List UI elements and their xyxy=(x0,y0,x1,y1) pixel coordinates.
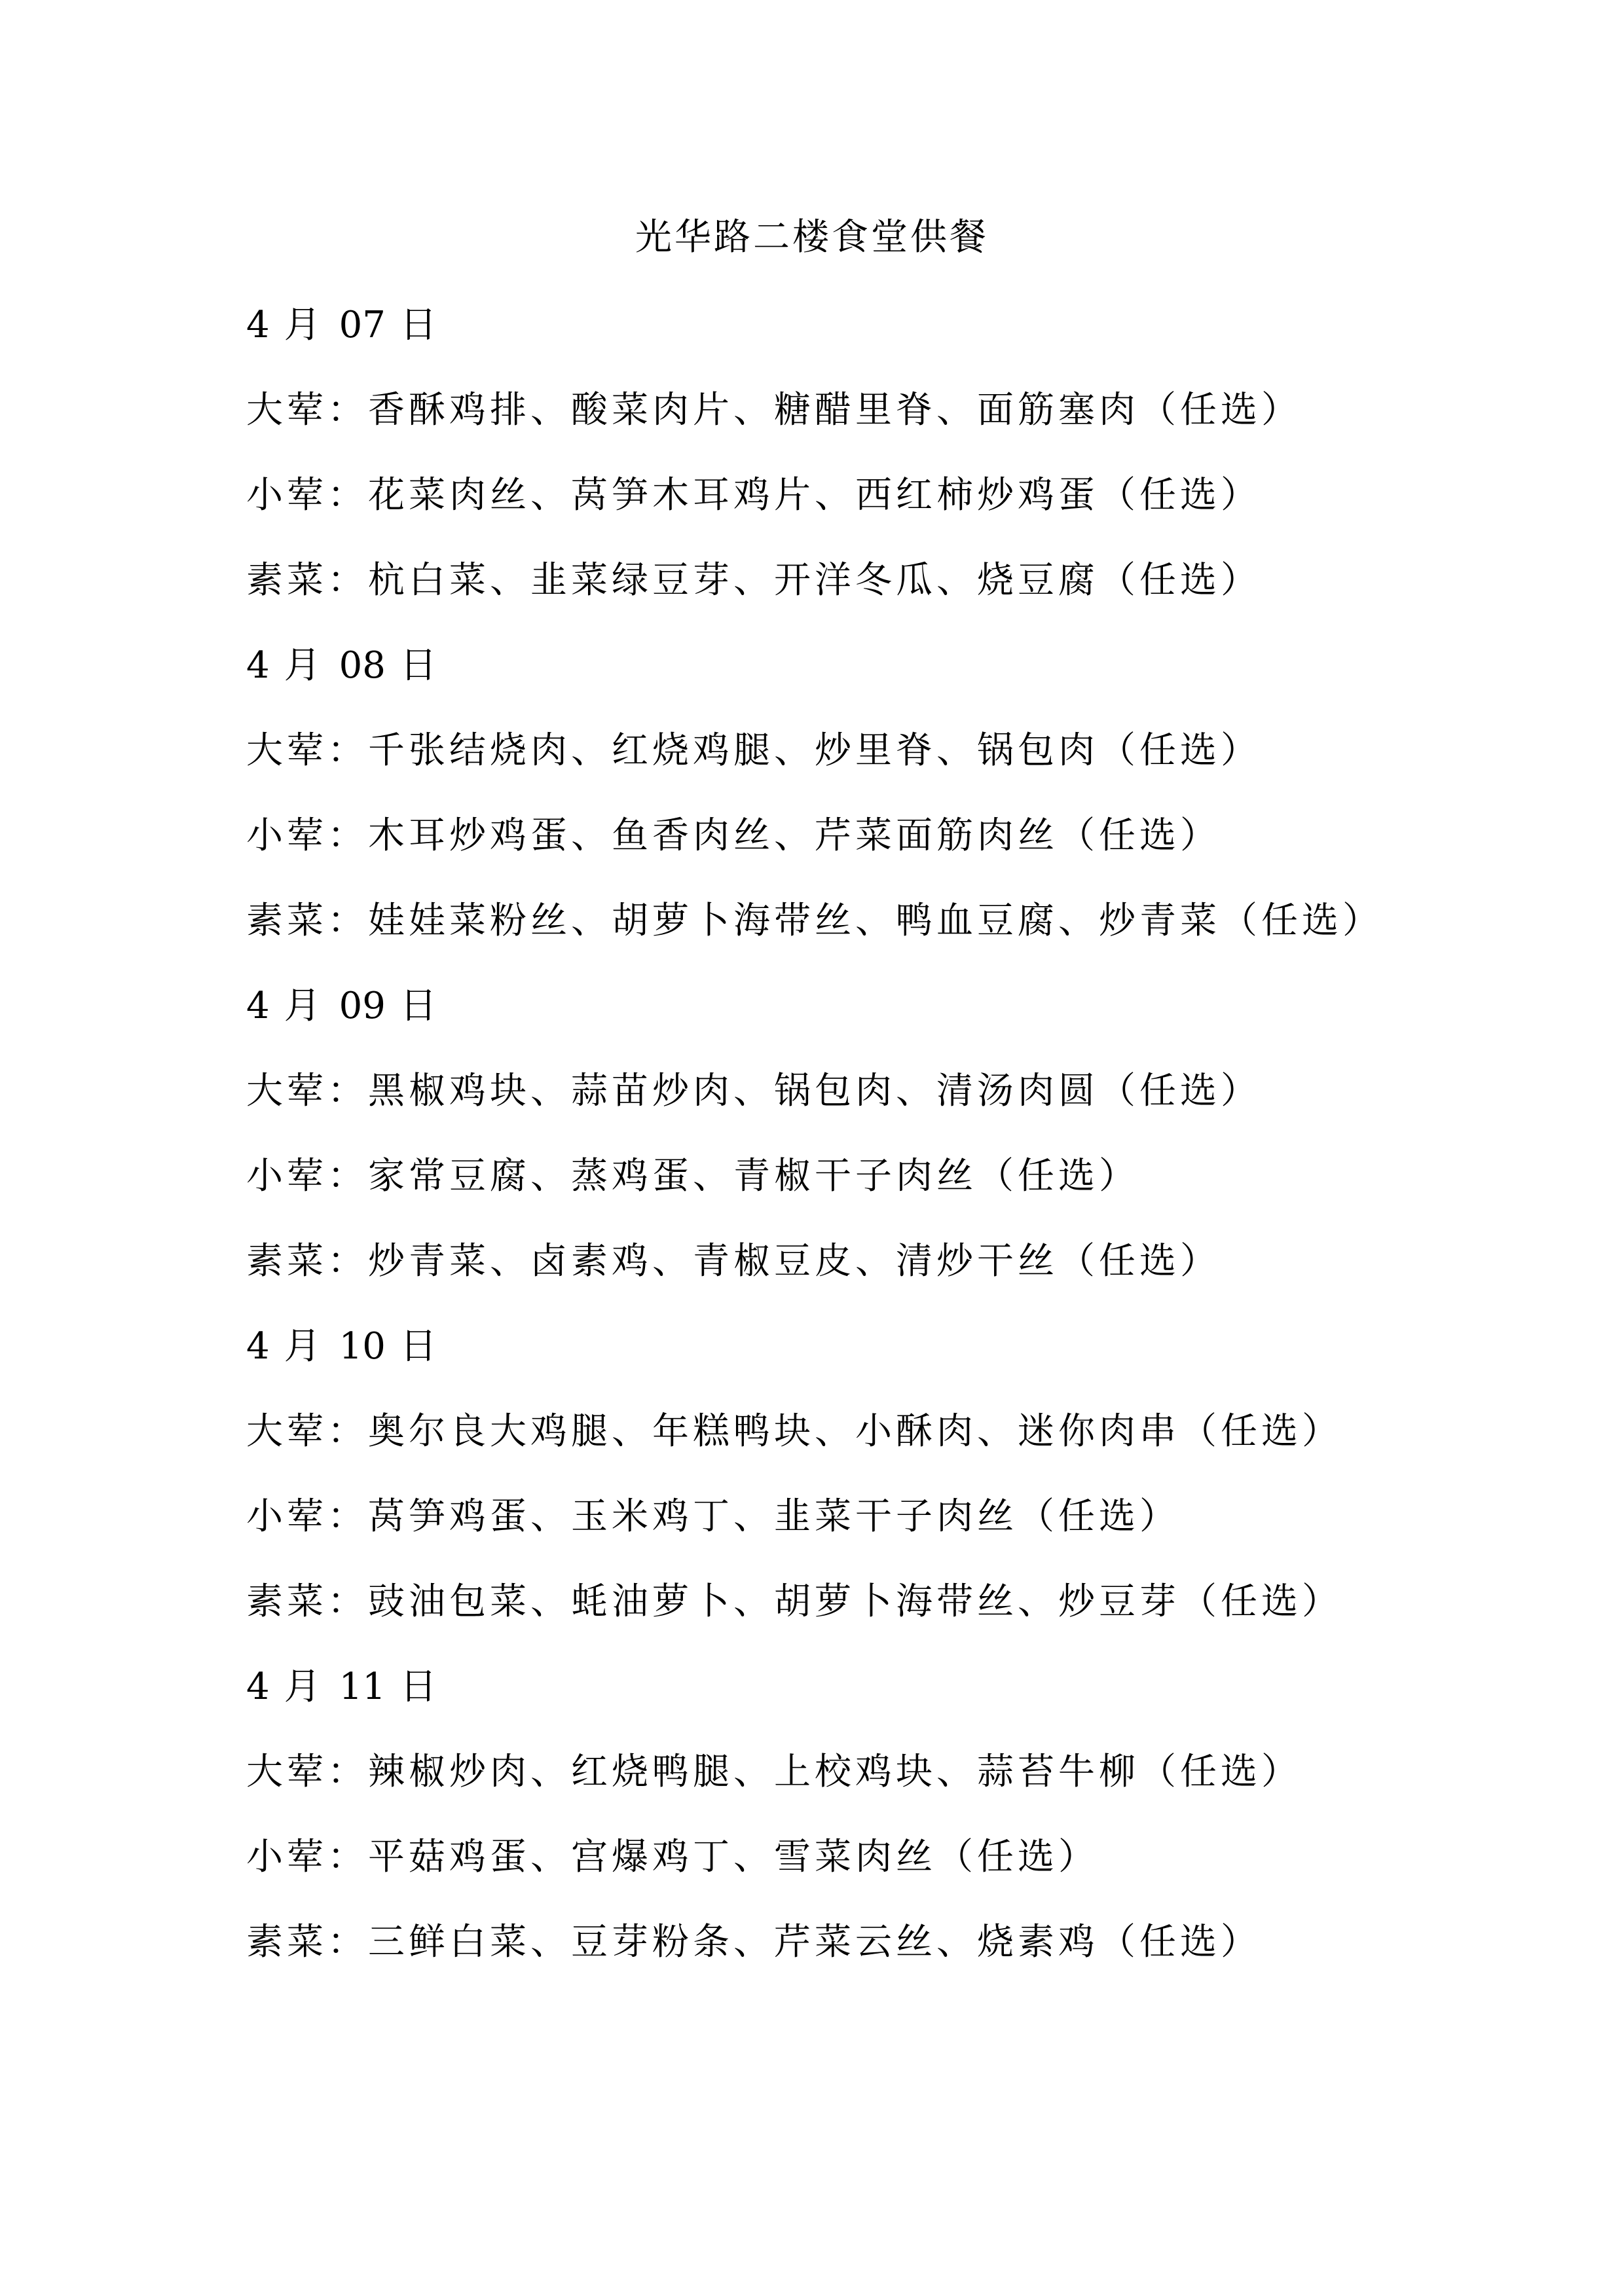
menu-category: 素菜 xyxy=(246,1580,327,1623)
menu-dishes: 娃娃菜粉丝、胡萝卜海带丝、鸭血豆腐、炒青菜（任选） xyxy=(368,900,1383,942)
menu-row-meat-large: 大荤：香酥鸡排、酸菜肉片、糖醋里脊、面筋塞肉（任选） xyxy=(246,389,1302,431)
menu-row-meat-small: 小荤：莴笋鸡蛋、玉米鸡丁、韭菜干子肉丝（任选） xyxy=(246,1495,1180,1538)
menu-category: 小荤 xyxy=(246,1836,327,1878)
date-heading: 4 月 10 日 xyxy=(246,1325,441,1368)
menu-dishes: 家常豆腐、蒸鸡蛋、青椒干子肉丝（任选） xyxy=(368,1155,1139,1197)
date-heading: 4 月 08 日 xyxy=(246,644,441,687)
menu-row-vegetable: 素菜：娃娃菜粉丝、胡萝卜海带丝、鸭血豆腐、炒青菜（任选） xyxy=(246,900,1383,942)
menu-dishes: 黑椒鸡块、蒜苗炒肉、锅包肉、清汤肉圆（任选） xyxy=(368,1070,1261,1112)
menu-category: 小荤 xyxy=(246,1155,327,1197)
menu-row-vegetable: 素菜：炒青菜、卤素鸡、青椒豆皮、清炒干丝（任选） xyxy=(246,1240,1221,1283)
menu-row-vegetable: 素菜：豉油包菜、蚝油萝卜、胡萝卜海带丝、炒豆芽（任选） xyxy=(246,1580,1342,1623)
menu-category: 素菜 xyxy=(246,559,327,602)
menu-row-meat-small: 小荤：平菇鸡蛋、宫爆鸡丁、雪菜肉丝（任选） xyxy=(246,1836,1099,1878)
menu-category: 素菜 xyxy=(246,1240,327,1283)
menu-category: 大荤 xyxy=(246,1070,327,1112)
menu-dishes: 莴笋鸡蛋、玉米鸡丁、韭菜干子肉丝（任选） xyxy=(368,1495,1180,1538)
menu-category: 素菜 xyxy=(246,900,327,942)
menu-dishes: 豉油包菜、蚝油萝卜、胡萝卜海带丝、炒豆芽（任选） xyxy=(368,1580,1342,1623)
menu-row-vegetable: 素菜：三鲜白菜、豆芽粉条、芹菜云丝、烧素鸡（任选） xyxy=(246,1921,1261,1963)
menu-category: 素菜 xyxy=(246,1921,327,1963)
menu-row-meat-large: 大荤：奥尔良大鸡腿、年糕鸭块、小酥肉、迷你肉串（任选） xyxy=(246,1410,1342,1453)
menu-category: 大荤 xyxy=(246,729,327,772)
menu-dishes: 平菇鸡蛋、宫爆鸡丁、雪菜肉丝（任选） xyxy=(368,1836,1099,1878)
menu-dishes: 辣椒炒肉、红烧鸭腿、上校鸡块、蒜苔牛柳（任选） xyxy=(368,1751,1302,1793)
menu-row-vegetable: 素菜：杭白菜、韭菜绿豆芽、开洋冬瓜、烧豆腐（任选） xyxy=(246,559,1261,602)
menu-dishes: 奥尔良大鸡腿、年糕鸭块、小酥肉、迷你肉串（任选） xyxy=(368,1410,1342,1453)
menu-row-meat-small: 小荤：木耳炒鸡蛋、鱼香肉丝、芹菜面筋肉丝（任选） xyxy=(246,814,1221,857)
menu-row-meat-small: 小荤：花菜肉丝、莴笋木耳鸡片、西红柿炒鸡蛋（任选） xyxy=(246,474,1261,517)
menu-category: 大荤 xyxy=(246,389,327,431)
menu-category: 小荤 xyxy=(246,474,327,517)
document-title: 光华路二楼食堂供餐 xyxy=(635,216,989,259)
menu-row-meat-large: 大荤：黑椒鸡块、蒜苗炒肉、锅包肉、清汤肉圆（任选） xyxy=(246,1070,1261,1112)
menu-row-meat-large: 大荤：千张结烧肉、红烧鸡腿、炒里脊、锅包肉（任选） xyxy=(246,729,1261,772)
menu-dishes: 杭白菜、韭菜绿豆芽、开洋冬瓜、烧豆腐（任选） xyxy=(368,559,1261,602)
date-heading: 4 月 11 日 xyxy=(246,1666,441,1708)
menu-row-meat-small: 小荤：家常豆腐、蒸鸡蛋、青椒干子肉丝（任选） xyxy=(246,1155,1139,1197)
menu-category: 大荤 xyxy=(246,1751,327,1793)
menu-dishes: 香酥鸡排、酸菜肉片、糖醋里脊、面筋塞肉（任选） xyxy=(368,389,1302,431)
menu-category: 小荤 xyxy=(246,814,327,857)
menu-dishes: 三鲜白菜、豆芽粉条、芹菜云丝、烧素鸡（任选） xyxy=(368,1921,1261,1963)
menu-dishes: 花菜肉丝、莴笋木耳鸡片、西红柿炒鸡蛋（任选） xyxy=(368,474,1261,517)
date-heading: 4 月 09 日 xyxy=(246,985,441,1027)
menu-dishes: 木耳炒鸡蛋、鱼香肉丝、芹菜面筋肉丝（任选） xyxy=(368,814,1221,857)
menu-row-meat-large: 大荤：辣椒炒肉、红烧鸭腿、上校鸡块、蒜苔牛柳（任选） xyxy=(246,1751,1302,1793)
menu-dishes: 千张结烧肉、红烧鸡腿、炒里脊、锅包肉（任选） xyxy=(368,729,1261,772)
menu-category: 小荤 xyxy=(246,1495,327,1538)
menu-category: 大荤 xyxy=(246,1410,327,1453)
menu-dishes: 炒青菜、卤素鸡、青椒豆皮、清炒干丝（任选） xyxy=(368,1240,1221,1283)
date-heading: 4 月 07 日 xyxy=(246,304,441,346)
